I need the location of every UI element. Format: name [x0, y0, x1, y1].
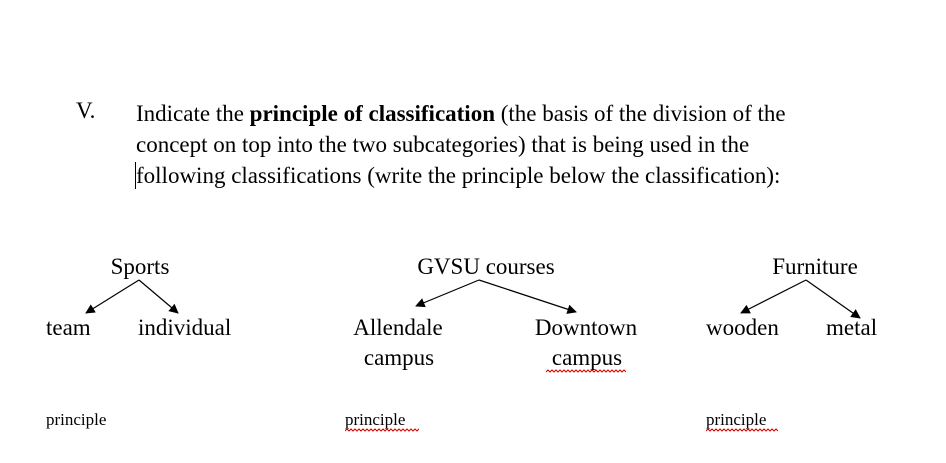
principle-label-3: principle — [706, 410, 767, 429]
downtown-node-line-1: Downtown — [534, 315, 638, 340]
question-number: V. — [76, 98, 96, 123]
principle-label-1: principle — [46, 410, 107, 429]
question-line-2: concept on top into the two subcategories) that is being used in the — [136, 132, 750, 157]
principle-label-2: principle — [345, 410, 406, 429]
spellcheck-underline-campus — [546, 369, 626, 373]
gvsu-left-arrow — [416, 280, 479, 306]
team-node: team — [46, 315, 91, 340]
furniture-left-arrow — [741, 280, 806, 313]
gvsu-right-arrow — [479, 280, 576, 312]
question-bold-term: principle of classification — [249, 101, 495, 126]
sports-right-arrow — [139, 280, 178, 313]
metal-node: metal — [826, 315, 878, 340]
spellcheck-underline-principle-3 — [706, 428, 778, 432]
question-line-1-end: (the basis of the division of the — [495, 101, 786, 126]
question-line-3: following classifications (write the principle below the classification): — [136, 163, 781, 188]
wooden-node: wooden — [706, 315, 779, 340]
allendale-node-line-1: Allendale — [353, 315, 443, 340]
question-line-1-start: Indicate the — [136, 101, 250, 126]
furniture-node: Furniture — [772, 254, 858, 279]
gvsu-courses-node: GVSU courses — [417, 254, 555, 279]
sports-node: Sports — [110, 254, 170, 279]
sports-left-arrow — [86, 280, 139, 313]
allendale-node-line-2: campus — [363, 345, 435, 370]
individual-node: individual — [138, 315, 232, 340]
downtown-node-line-2: campus — [551, 345, 623, 370]
spellcheck-underline-principle-2 — [345, 428, 419, 432]
